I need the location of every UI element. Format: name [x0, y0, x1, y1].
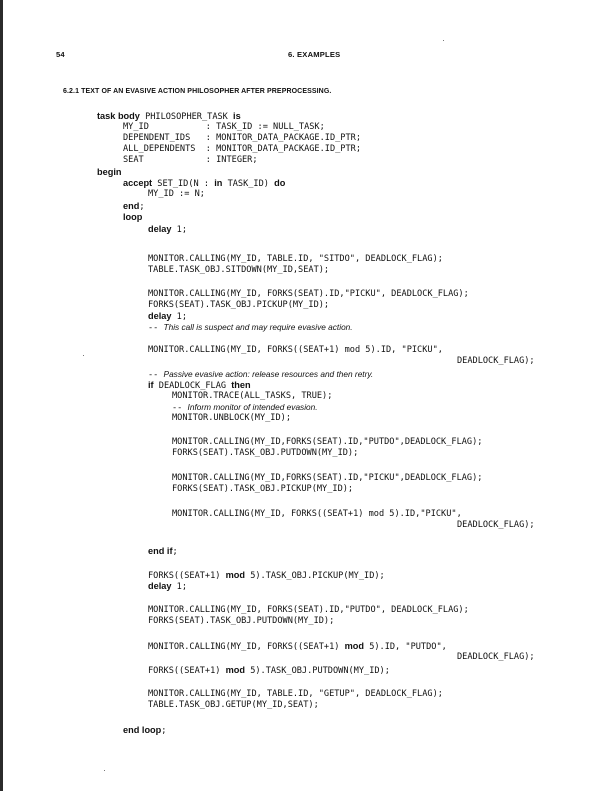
code-line	[148, 369, 373, 380]
code-line	[172, 448, 358, 458]
code-line	[148, 300, 329, 310]
code-keyword: mod	[344, 641, 365, 651]
code-line	[123, 725, 166, 736]
code-text: 1;	[171, 225, 188, 235]
code-line	[123, 122, 325, 132]
code-line	[148, 322, 353, 333]
code-text: SET_ID(N :	[152, 179, 215, 189]
code-text: 5).TASK_OBJ.PICKUP(MY_ID);	[245, 571, 385, 581]
code-line	[148, 224, 187, 235]
code-text: FORKS(SEAT).TASK_OBJ.PICKUP(MY_ID);	[148, 300, 330, 310]
scan-speck	[83, 355, 84, 356]
code-text: MY_ID := N;	[148, 189, 205, 199]
code-line	[148, 311, 187, 322]
code-text: MONITOR.CALLING(MY_ID, TABLE.ID, "GETUP", DEADLOCK_FLAG);	[148, 689, 443, 699]
code-line	[123, 178, 285, 189]
code-text: MONITOR.CALLING(MY_ID, TABLE.ID, "SITDO", DEADLOCK_FLAG);	[148, 254, 443, 264]
code-text: --	[172, 403, 188, 413]
code-text: MONITOR.CALLING(MY_ID, FORKS(SEAT).ID,"PUTDO", DEADLOCK_FLAG);	[148, 605, 469, 615]
code-line	[123, 155, 258, 165]
code-keyword: task body	[97, 111, 140, 121]
code-keyword: then	[231, 380, 251, 390]
code-keyword: mod	[225, 665, 246, 675]
code-line	[148, 616, 334, 626]
code-line	[172, 402, 318, 413]
code-text: TASK_ID)	[222, 179, 275, 189]
section-heading: 6.2.1 TEXT OF AN EVASIVE ACTION PHILOSOPHER AFTER PREPROCESSING.	[63, 88, 332, 95]
code-text: 5).ID, "PUTDO",	[364, 642, 447, 652]
code-keyword: delay	[148, 224, 172, 234]
code-text: ;	[161, 726, 167, 736]
code-line	[172, 391, 332, 401]
code-line	[148, 380, 251, 391]
code-line	[148, 254, 443, 264]
code-text: 1;	[171, 582, 188, 592]
code-text: DEPENDENT_IDS : MONITOR_DATA_PACKAGE.ID_PTR;	[123, 133, 361, 143]
code-text: ALL_DEPENDENTS : MONITOR_DATA_PACKAGE.ID_PTR;	[123, 144, 361, 154]
code-line	[148, 641, 447, 652]
code-line	[172, 437, 482, 447]
code-line	[97, 167, 122, 178]
code-line	[172, 509, 462, 519]
code-keyword: accept	[123, 178, 153, 188]
code-keyword: end if	[148, 546, 173, 556]
code-keyword: in	[214, 178, 223, 188]
code-line	[148, 189, 205, 199]
code-line	[148, 570, 385, 581]
code-line	[172, 413, 291, 423]
code-keyword: end loop	[123, 725, 162, 735]
code-line	[148, 689, 443, 699]
code-line	[457, 356, 535, 366]
code-keyword: do	[274, 178, 286, 188]
code-line	[148, 581, 187, 592]
code-comment: This call is suspect and may require evasive action.	[163, 322, 353, 332]
code-text: --	[148, 370, 164, 380]
code-text: PHILOSOPHER_TASK	[139, 112, 234, 122]
page-number: 54	[56, 50, 65, 59]
code-text: FORKS((SEAT+1)	[148, 571, 226, 581]
code-text: FORKS(SEAT).TASK_OBJ.PUTDOWN(MY_ID);	[172, 448, 359, 458]
code-line	[148, 605, 469, 615]
code-keyword: mod	[225, 570, 246, 580]
code-text: MY_ID : TASK_ID := NULL_TASK;	[123, 122, 325, 132]
code-text: 5).TASK_OBJ.PUTDOWN(MY_ID);	[245, 666, 390, 676]
code-text: MONITOR.UNBLOCK(MY_ID);	[172, 413, 291, 423]
code-text: MONITOR.CALLING(MY_ID, FORKS((SEAT+1) mod 5).ID, "PICKU",	[148, 345, 443, 355]
code-line	[172, 484, 353, 494]
code-keyword: end	[123, 201, 140, 211]
code-text: MONITOR.CALLING(MY_ID, FORKS((SEAT+1)	[148, 642, 345, 652]
code-text: ;	[172, 547, 178, 557]
scan-speck	[443, 40, 444, 41]
code-line	[457, 652, 535, 662]
code-text: MONITOR.TRACE(ALL_TASKS, TRUE);	[172, 391, 333, 401]
chapter-title: 6. EXAMPLES	[288, 50, 341, 59]
code-line	[148, 665, 390, 676]
code-text: 1;	[171, 312, 188, 322]
code-text: DEADLOCK_FLAG);	[457, 356, 535, 366]
code-comment: Passive evasive action: release resources and then retry.	[163, 369, 374, 379]
code-text: ;	[139, 202, 145, 212]
code-line	[148, 345, 443, 355]
code-text: TABLE.TASK_OBJ.SITDOWN(MY_ID,SEAT);	[148, 265, 330, 275]
code-text: DEADLOCK_FLAG);	[457, 520, 535, 530]
code-keyword: is	[233, 111, 241, 121]
code-line	[97, 111, 241, 122]
code-text: DEADLOCK_FLAG	[153, 381, 232, 391]
code-text: MONITOR.CALLING(MY_ID,FORKS(SEAT).ID,"PUTDO",DEADLOCK_FLAG);	[172, 437, 483, 447]
code-keyword: loop	[123, 212, 143, 222]
code-keyword: if	[148, 380, 154, 390]
code-line	[172, 473, 482, 483]
code-comment: Inform monitor of intended evasion.	[187, 402, 318, 412]
code-text: TABLE.TASK_OBJ.GETUP(MY_ID,SEAT);	[148, 700, 319, 710]
code-text: FORKS(SEAT).TASK_OBJ.PICKUP(MY_ID);	[172, 484, 354, 494]
code-line	[123, 201, 145, 212]
code-text: DEADLOCK_FLAG);	[457, 652, 535, 662]
code-text: FORKS((SEAT+1)	[148, 666, 226, 676]
code-text: SEAT : INTEGER;	[123, 155, 258, 165]
code-text: MONITOR.CALLING(MY_ID, FORKS((SEAT+1) mod 5).ID,"PICKU",	[172, 509, 462, 519]
code-line	[148, 700, 319, 710]
code-line	[457, 520, 535, 530]
scan-speck	[104, 770, 105, 771]
code-line	[123, 212, 142, 223]
code-keyword: delay	[148, 581, 172, 591]
code-keyword: begin	[97, 167, 122, 177]
code-line	[148, 546, 178, 557]
code-line	[148, 289, 469, 299]
code-text: FORKS(SEAT).TASK_OBJ.PUTDOWN(MY_ID);	[148, 616, 335, 626]
code-line	[123, 144, 361, 154]
code-keyword: delay	[148, 311, 172, 321]
code-line	[148, 265, 329, 275]
code-text: MONITOR.CALLING(MY_ID,FORKS(SEAT).ID,"PICKU",DEADLOCK_FLAG);	[172, 473, 483, 483]
code-text: MONITOR.CALLING(MY_ID, FORKS(SEAT).ID,"PICKU", DEADLOCK_FLAG);	[148, 289, 469, 299]
code-text: --	[148, 323, 164, 333]
code-line	[123, 133, 361, 143]
scan-page-edge	[0, 0, 3, 791]
